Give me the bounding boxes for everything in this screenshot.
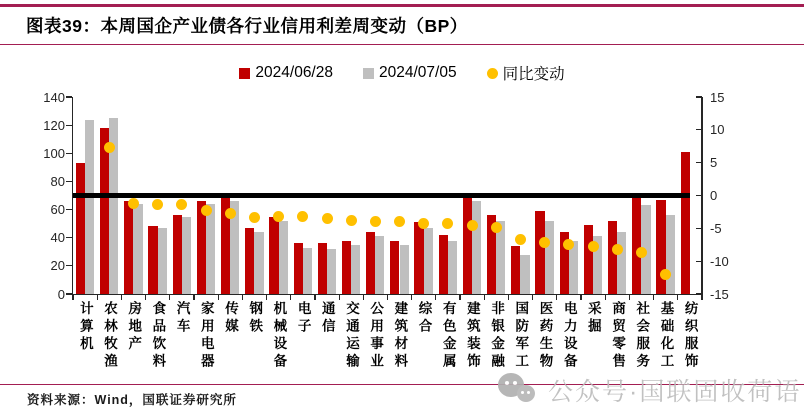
category-label: 传媒: [222, 301, 238, 336]
category-label: 非银金融: [489, 301, 505, 371]
left-axis-tick: [66, 153, 72, 154]
yoy-change-dot: [418, 218, 429, 229]
x-axis-tick: [459, 295, 460, 300]
left-axis-tick-label: 100: [43, 145, 65, 161]
chart-title: 图表39：本周国企产业债各行业信用利差周变动（BP）: [26, 16, 468, 36]
yoy-change-dot: [297, 211, 308, 222]
yoy-change-dot: [491, 222, 502, 233]
x-axis-tick: [169, 295, 170, 300]
bar-2024-06-28: [318, 243, 327, 294]
category-label: 国防军工: [513, 301, 529, 371]
x-axis-tick: [556, 295, 557, 300]
bar-2024-07-05: [400, 245, 409, 294]
right-axis-tick: [696, 96, 702, 97]
category-label: 建筑材料: [392, 301, 408, 371]
left-axis-tick-label: 120: [43, 117, 65, 133]
bar-2024-06-28: [632, 197, 641, 294]
category-label: 综合: [416, 301, 432, 336]
right-axis-tick: [696, 228, 702, 229]
category-label: 有色金属: [440, 301, 456, 371]
left-axis-tick-label: 80: [50, 173, 65, 189]
right-axis-tick-label: -15: [710, 286, 729, 302]
bar-2024-07-05: [279, 221, 288, 294]
x-axis-tick: [508, 295, 509, 300]
bar-2024-06-28: [245, 228, 254, 294]
yoy-change-dot: [104, 142, 115, 153]
left-axis-tick: [66, 209, 72, 210]
x-axis-tick: [314, 295, 315, 300]
yoy-change-dot: [346, 215, 357, 226]
left-axis-tick-label: 20: [50, 258, 65, 274]
bar-2024-07-05: [472, 201, 481, 294]
right-axis-tick: [696, 162, 702, 163]
x-axis-tick: [121, 295, 122, 300]
bar-2024-07-05: [520, 255, 529, 294]
left-axis-tick: [66, 125, 72, 126]
left-axis-tick-label: 60: [50, 202, 65, 218]
category-label: 食品饮料: [150, 301, 166, 371]
yoy-change-dot: [370, 216, 381, 227]
bar-2024-06-28: [439, 235, 448, 294]
left-axis-tick-label: 0: [57, 286, 65, 302]
x-axis-tick: [605, 295, 606, 300]
source-note: 资料来源：Wind，国联证券研究所: [27, 393, 237, 407]
yoy-change-dot: [128, 198, 139, 209]
bar-2024-07-05: [327, 249, 336, 294]
bar-2024-07-05: [666, 215, 675, 294]
bar-2024-06-28: [148, 226, 157, 294]
bar-2024-06-28: [366, 232, 375, 294]
bar-2024-06-28: [681, 152, 690, 294]
x-axis-tick: [580, 295, 581, 300]
bar-2024-06-28: [342, 241, 351, 294]
right-axis-tick-label: 15: [710, 89, 725, 105]
category-label: 社会服务: [634, 301, 650, 371]
x-axis-tick: [653, 295, 654, 300]
x-axis-tick: [701, 295, 702, 300]
x-axis-tick: [290, 295, 291, 300]
bar-2024-07-05: [545, 221, 554, 294]
left-axis-tick-label: 40: [50, 230, 65, 246]
bar-2024-06-28: [269, 217, 278, 294]
watermark: [498, 372, 801, 408]
category-label: 基础化工: [658, 301, 674, 371]
category-label: 采掘: [585, 301, 601, 336]
x-axis-tick: [218, 295, 219, 300]
yoy-change-dot: [467, 220, 478, 231]
bar-2024-06-28: [294, 243, 303, 294]
right-axis-tick-label: 0: [710, 188, 718, 203]
right-axis-tick-label: -5: [710, 220, 722, 236]
bar-2024-06-28: [414, 222, 423, 294]
right-axis-tick: [696, 195, 702, 196]
x-axis-tick: [629, 295, 630, 300]
legend-label-2024-07-05: 2024/07/05: [378, 64, 457, 81]
bar-2024-07-05: [424, 228, 433, 294]
left-axis-tick: [66, 265, 72, 266]
category-label: 通信: [319, 301, 335, 336]
bar-2024-06-28: [124, 201, 133, 294]
left-axis-tick: [66, 96, 72, 97]
category-label: 钢铁: [247, 301, 263, 336]
x-axis-tick: [339, 295, 340, 300]
bar-2024-06-28: [173, 215, 182, 294]
x-axis-tick: [145, 295, 146, 300]
category-label: 纺织服饰: [682, 301, 698, 371]
right-axis-tick: [696, 129, 702, 130]
category-label: 房地产: [126, 301, 142, 354]
yoy-change-dot: [249, 212, 260, 223]
watermark-text: 公众号·国联固收荷语: [548, 378, 802, 406]
bar-2024-07-05: [133, 204, 142, 294]
bar-2024-06-28: [584, 225, 593, 294]
category-label: 医药生物: [537, 301, 553, 371]
bar-2024-07-05: [351, 245, 360, 294]
category-label: 商贸零售: [610, 301, 626, 371]
category-label: 交通运输: [343, 301, 359, 371]
bar-2024-06-28: [463, 197, 472, 294]
bar-2024-06-28: [608, 221, 617, 294]
category-label: 公用事业: [368, 301, 384, 371]
bar-2024-07-05: [158, 228, 167, 294]
x-axis-tick: [435, 295, 436, 300]
left-axis-tick: [66, 237, 72, 238]
x-axis-tick: [266, 295, 267, 300]
bar-2024-06-28: [390, 241, 399, 294]
category-label: 机械设备: [271, 301, 287, 371]
bar-2024-07-05: [206, 204, 215, 294]
legend-label-yoy-change: 同比变动: [502, 66, 565, 83]
bar-2024-07-05: [448, 241, 457, 294]
yoy-change-dot: [176, 199, 187, 210]
bar-2024-06-28: [76, 163, 85, 294]
bar-2024-06-28: [656, 200, 665, 294]
x-axis-tick: [411, 295, 412, 300]
bar-2024-07-05: [85, 120, 94, 294]
yoy-change-dot: [322, 213, 333, 224]
bar-2024-06-28: [535, 211, 544, 294]
right-axis-tick-label: 5: [710, 155, 718, 171]
x-axis-tick: [363, 295, 364, 300]
yoy-change-dot: [442, 218, 453, 229]
yoy-change-dot: [515, 234, 526, 245]
category-label: 家用电器: [198, 301, 214, 371]
yoy-change-dot: [660, 269, 671, 280]
bar-2024-06-28: [511, 246, 520, 294]
wechat-icon: [498, 372, 540, 408]
yoy-change-dot: [201, 205, 212, 216]
yoy-change-dot: [588, 241, 599, 252]
bar-2024-07-05: [375, 236, 384, 294]
x-axis-tick: [242, 295, 243, 300]
x-axis-tick: [387, 295, 388, 300]
bar-2024-07-05: [254, 232, 263, 294]
x-axis-tick: [193, 295, 194, 300]
x-axis-tick: [677, 295, 678, 300]
category-label: 建筑装饰: [464, 301, 480, 371]
bar-2024-07-05: [617, 232, 626, 294]
yoy-change-dot: [394, 216, 405, 227]
x-axis-tick: [484, 295, 485, 300]
right-axis-tick-label: 10: [710, 122, 725, 138]
left-axis-tick: [66, 293, 72, 294]
yoy-change-dot: [612, 244, 623, 255]
bar-2024-07-05: [303, 248, 312, 294]
category-label: 计算机: [77, 301, 93, 354]
yoy-change-dot: [152, 199, 163, 210]
x-axis-tick: [97, 295, 98, 300]
category-label: 汽车: [174, 301, 190, 336]
category-label: 电子: [295, 301, 311, 336]
right-axis-tick-label: -10: [710, 253, 729, 269]
right-axis-tick: [696, 261, 702, 262]
x-axis-tick: [72, 295, 73, 300]
legend-label-2024-06-28: 2024/06/28: [255, 64, 333, 81]
bar-2024-07-05: [182, 217, 191, 294]
zero-baseline: [73, 193, 690, 198]
x-axis-tick: [532, 295, 533, 300]
left-axis-tick-label: 140: [43, 89, 65, 105]
category-label: 农林牧渔: [102, 301, 118, 371]
category-label: 电力设备: [561, 301, 577, 371]
left-axis-tick: [66, 181, 72, 182]
